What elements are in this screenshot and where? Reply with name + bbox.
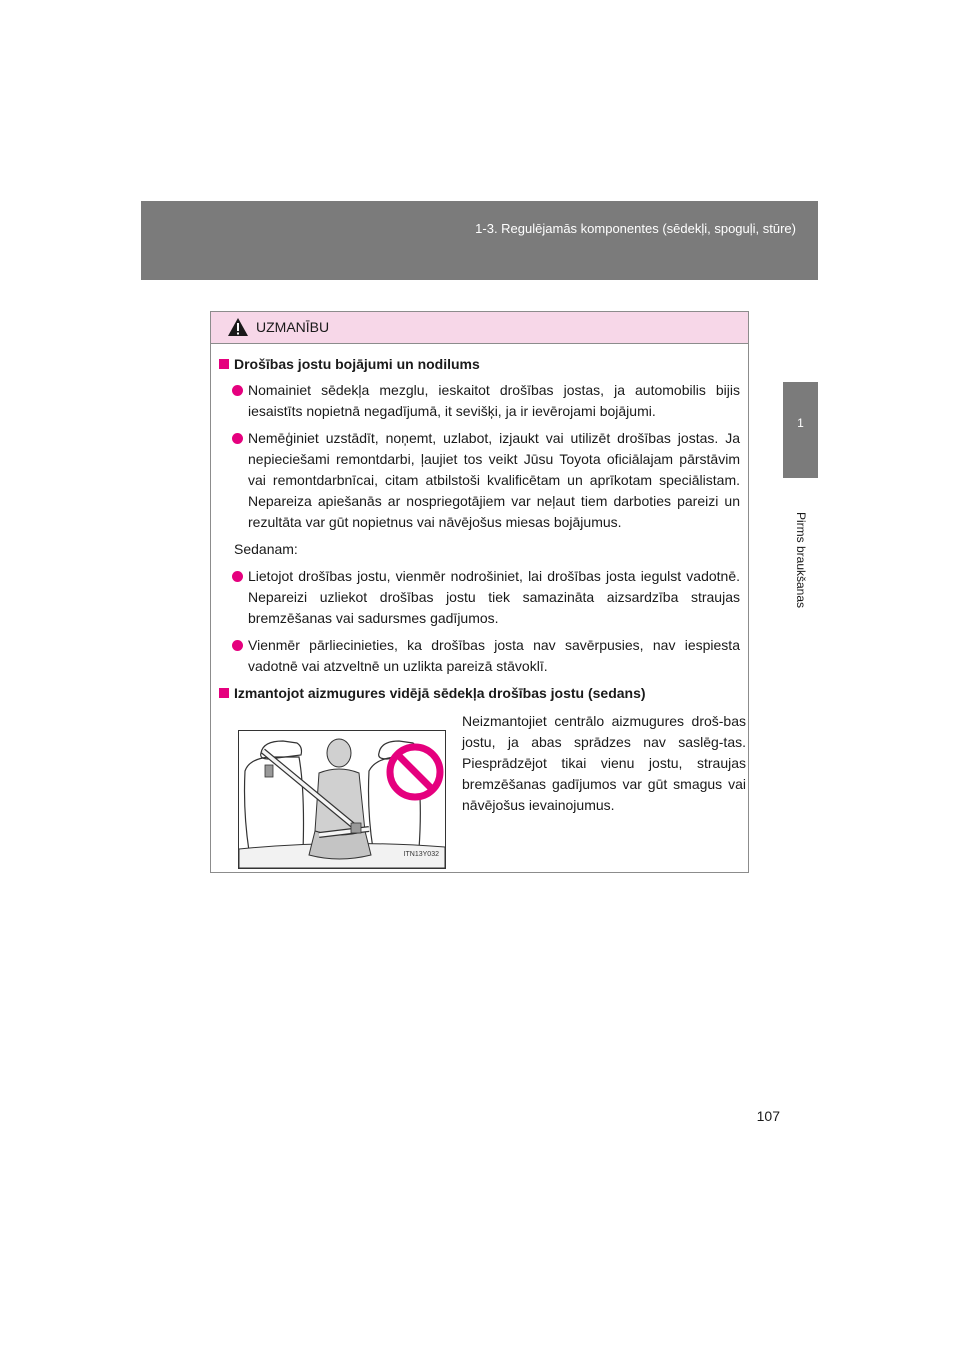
- section-heading: [217, 683, 740, 704]
- list-item: [217, 428, 740, 533]
- page-number: 107: [756, 1108, 780, 1124]
- list-item: [217, 566, 740, 629]
- chapter-label: Pirms braukšanas: [793, 511, 808, 609]
- chapter-number: 1: [797, 416, 804, 430]
- section-heading-text: Izmantojot aizmugures vidējā sēdekļa drošības jostu (sedans): [234, 685, 646, 701]
- warning-triangle-icon: [227, 317, 249, 337]
- square-bullet-icon: [219, 688, 229, 698]
- caution-body: [211, 344, 748, 869]
- seatbelt-illustration: [238, 730, 446, 869]
- figure-code: ITN13Y032: [403, 851, 439, 858]
- header-band: [141, 201, 818, 280]
- list-item-text: Lietojot drošības jostu, vienmēr nodrošiniet, lai drošības josta iegulst vadotnē. Nepareizi uzliekot drošības jostu tiek samazināta aizsardzība straujas bremzēšanas vai sadursmes gadījumos.: [248, 568, 740, 626]
- list-item-text: Nomainiet sēdekļa mezglu, ieskaitot drošības jostas, ja automobilis bijis iesaistīts nopietnā negadījumā, it sevišķi, ja ir ievērojami bojājumi.: [248, 382, 740, 419]
- section-title: 1-3. Regulējamās komponentes (sēdekļi, spoguļi, stūre): [475, 221, 796, 236]
- dot-bullet-icon: [232, 640, 243, 651]
- figure-description: Neizmantojiet centrālo aizmugures droš-bas jostu, ja abas sprādzes nav saslēg-tas. Piesprādzējot tikai vienu jostu, straujas bremzēšanas gadījumos var gūt smagus vai nāvējošus ievainojumus.: [462, 713, 746, 813]
- list-item: [217, 380, 740, 422]
- caution-header: [211, 312, 748, 344]
- sub-label: Sedanam:: [234, 541, 298, 557]
- list-item-text: Vienmēr pārliecinieties, ka drošības josta nav savērpusies, nav iespiesta vadotnē vai atzveltnē un uzlikta pareizā stāvoklī.: [248, 637, 740, 674]
- dot-bullet-icon: [232, 571, 243, 582]
- caution-title: UZMANĪBU: [256, 319, 330, 335]
- section-heading: [217, 354, 740, 375]
- square-bullet-icon: [219, 359, 229, 369]
- list-item: [217, 635, 740, 677]
- chapter-tab: [783, 382, 818, 478]
- figure-row: [217, 709, 746, 869]
- chapter-label-wrap: [783, 495, 818, 635]
- caution-box: [210, 311, 749, 873]
- dot-bullet-icon: [232, 385, 243, 396]
- prohibition-icon: [390, 747, 440, 797]
- dot-bullet-icon: [232, 433, 243, 444]
- section-heading-text: Drošības jostu bojājumi un nodilums: [234, 356, 480, 372]
- list-item-text: Nemēģiniet uzstādīt, noņemt, uzlabot, izjaukt vai utilizēt drošības jostas. Ja nepieciešami remontdarbi, ļaujiet tos veikt Jūsu Toyota oficiālajam pārstāvim vai remontdarbnīcai, citam atbilstoši kvalificētam un aprīkotam speciālistam. Nepareiza apiešanās ar nospriegotājiem var neļaut tiem darboties pareizi un rezultāta var gūt nopietnus vai nāvējošus miesas bojājumus.: [248, 430, 740, 530]
